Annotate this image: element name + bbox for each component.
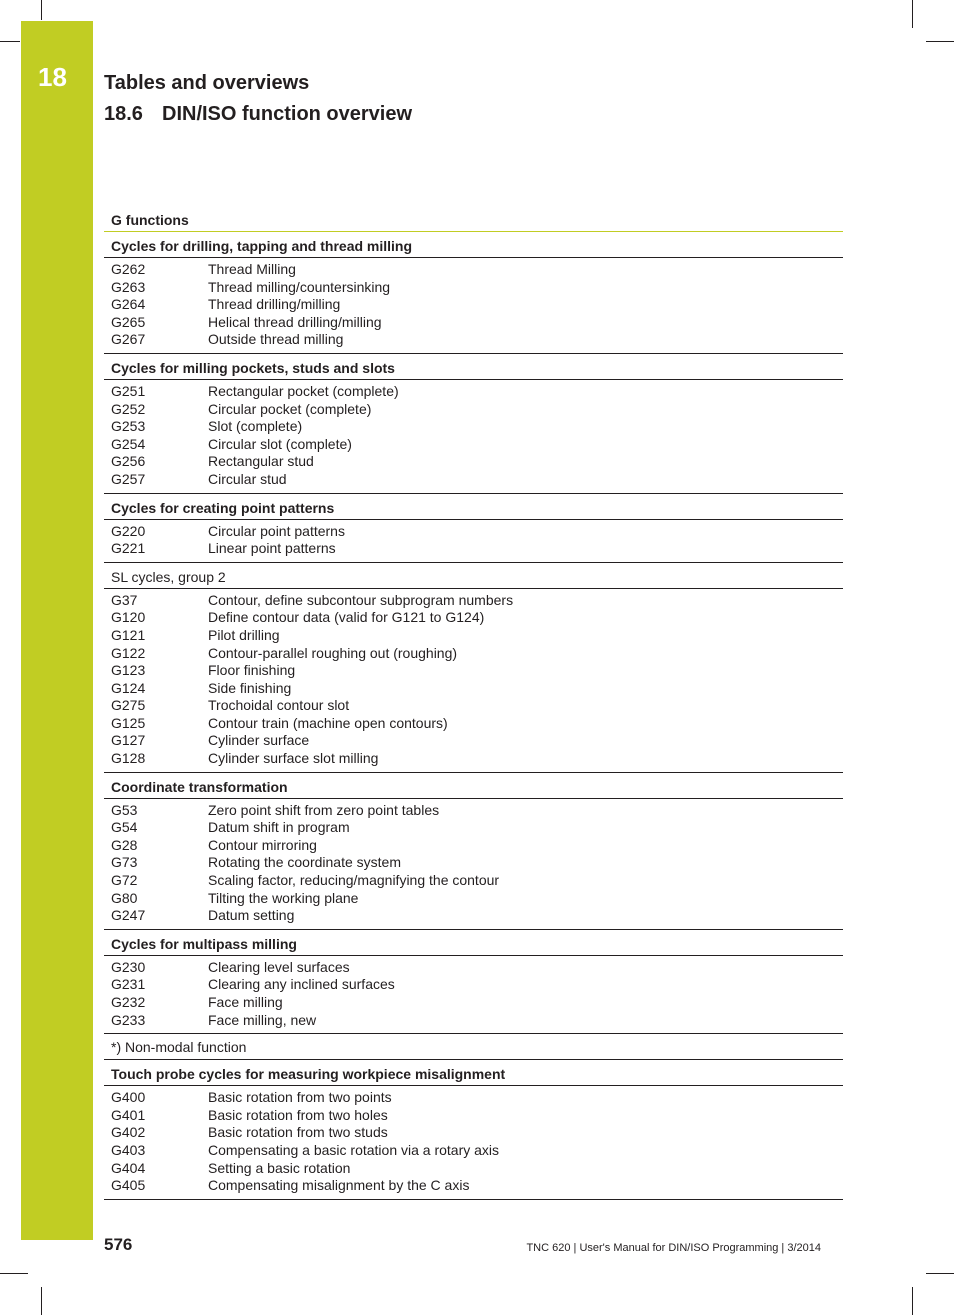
table-row xyxy=(104,890,843,908)
g-code: G265 xyxy=(111,313,146,330)
section-rows xyxy=(104,380,843,494)
g-code: G263 xyxy=(111,278,146,295)
g-code-description: Zero point shift from zero point tables xyxy=(208,801,440,818)
g-code-description: Rectangular stud xyxy=(208,453,314,470)
g-code-description: Outside thread milling xyxy=(208,331,344,348)
g-code: G221 xyxy=(111,540,146,557)
table-row xyxy=(104,837,843,855)
table-row xyxy=(104,296,843,314)
g-code: G37 xyxy=(111,591,138,608)
g-code-description: Cylinder surface xyxy=(208,732,310,749)
g-code: G54 xyxy=(111,819,138,836)
g-code: G127 xyxy=(111,732,146,749)
table-row xyxy=(104,471,843,489)
crop-mark xyxy=(926,1273,954,1274)
table-row xyxy=(104,418,843,436)
crop-mark xyxy=(0,41,20,42)
section-heading: Touch probe cycles for measuring workpiece misalignment xyxy=(104,1060,843,1086)
g-code: G262 xyxy=(111,261,146,277)
table-row xyxy=(104,1089,843,1107)
g-code: G253 xyxy=(111,418,146,435)
g-code-description: Helical thread drilling/milling xyxy=(208,313,382,330)
g-code-description: Cylinder surface slot milling xyxy=(208,750,379,767)
g-code: G251 xyxy=(111,382,146,399)
g-functions-table xyxy=(104,205,843,1200)
g-code: G403 xyxy=(111,1141,146,1158)
section-heading: Cycles for multipass milling xyxy=(104,930,843,956)
g-code: G405 xyxy=(111,1177,146,1194)
table-row xyxy=(104,592,843,610)
table-row xyxy=(104,279,843,297)
table-row xyxy=(104,523,843,541)
section-heading: Coordinate transformation xyxy=(104,773,843,799)
g-code: G53 xyxy=(111,801,138,818)
section-rows xyxy=(104,1086,843,1200)
g-code-description: Contour-parallel roughing out (roughing) xyxy=(208,644,458,661)
table-row xyxy=(104,609,843,627)
g-code-description: Rotating the coordinate system xyxy=(208,854,401,871)
g-code-description: Define contour data (valid for G121 to G124) xyxy=(208,609,485,626)
g-code-description: Circular pocket (complete) xyxy=(208,400,372,417)
g-code-description: Datum shift in program xyxy=(208,819,350,836)
g-code-description: Contour train (machine open contours) xyxy=(208,714,448,731)
section-rows xyxy=(104,589,843,773)
g-code-description: Thread milling/countersinking xyxy=(208,278,391,295)
g-code: G73 xyxy=(111,854,138,871)
g-code-description: Setting a basic rotation xyxy=(208,1159,351,1176)
table-row xyxy=(104,627,843,645)
table-row xyxy=(104,401,843,419)
g-code-description: Circular slot (complete) xyxy=(208,435,352,452)
table-row xyxy=(104,331,843,349)
section-rows xyxy=(104,956,843,1034)
g-code-description: Contour, define subcontour subprogram numbers xyxy=(208,591,514,608)
g-code-description: Trochoidal contour slot xyxy=(208,697,350,714)
g-code: G257 xyxy=(111,470,146,487)
footer-text: TNC 620 | User's Manual for DIN/ISO Programming | 3/2014 xyxy=(526,1242,821,1254)
g-code: G28 xyxy=(111,836,138,853)
g-code: G275 xyxy=(111,697,146,714)
g-code-description: Linear point patterns xyxy=(208,540,336,557)
table-row xyxy=(104,872,843,890)
table-row xyxy=(104,854,843,872)
g-code-description: Circular point patterns xyxy=(208,522,345,539)
g-code: G122 xyxy=(111,644,146,661)
g-code-description: Circular stud xyxy=(208,470,287,487)
g-code-description: Slot (complete) xyxy=(208,418,303,435)
g-code: G121 xyxy=(111,626,146,643)
g-code-description: Clearing any inclined surfaces xyxy=(208,976,395,993)
table-row xyxy=(104,994,843,1012)
crop-mark xyxy=(41,0,42,20)
section-rows xyxy=(104,520,843,563)
g-code-description: Face milling, new xyxy=(208,1011,317,1028)
table-row xyxy=(104,1124,843,1142)
g-code-description: Face milling xyxy=(208,994,283,1010)
table-row xyxy=(104,680,843,698)
section-heading: Cycles for creating point patterns xyxy=(104,494,843,520)
table-row xyxy=(104,750,843,768)
table-row xyxy=(104,453,843,471)
section-heading: Cycles for drilling, tapping and thread milling xyxy=(104,232,843,258)
g-code: G247 xyxy=(111,907,146,924)
section-title xyxy=(104,103,412,126)
table-row xyxy=(104,1107,843,1125)
section-number: 18.6 xyxy=(104,103,143,125)
crop-mark xyxy=(912,1287,913,1315)
g-code-description: Compensating a basic rotation via a rotary axis xyxy=(208,1141,500,1158)
g-code-description: Thread Milling xyxy=(208,261,296,277)
chapter-sidebar xyxy=(21,21,93,1240)
g-code-description: Side finishing xyxy=(208,679,292,696)
g-code: G400 xyxy=(111,1089,146,1106)
g-code: G233 xyxy=(111,1011,146,1028)
crop-mark xyxy=(926,41,954,42)
crop-mark xyxy=(0,1273,28,1274)
table-title: G functions xyxy=(104,205,843,232)
table-row xyxy=(104,1160,843,1178)
g-code-description: Thread drilling/milling xyxy=(208,296,341,313)
g-code-description: Floor finishing xyxy=(208,662,296,679)
g-code: G264 xyxy=(111,296,146,313)
g-code-description: Datum setting xyxy=(208,907,295,924)
section-rows xyxy=(104,799,843,930)
table-row xyxy=(104,383,843,401)
section-heading: Cycles for milling pockets, studs and slots xyxy=(104,354,843,380)
g-code: G402 xyxy=(111,1124,146,1141)
g-code: G401 xyxy=(111,1106,146,1123)
g-code: G220 xyxy=(111,522,146,539)
table-row xyxy=(104,715,843,733)
g-code: G125 xyxy=(111,714,146,731)
table-row xyxy=(104,819,843,837)
section-title-text: DIN/ISO function overview xyxy=(162,103,413,125)
g-code-description: Compensating misalignment by the C axis xyxy=(208,1177,470,1194)
g-code: G232 xyxy=(111,994,146,1010)
table-row xyxy=(104,802,843,820)
g-code: G256 xyxy=(111,453,146,470)
g-code: G128 xyxy=(111,750,146,767)
g-code: G230 xyxy=(111,958,146,975)
crop-mark xyxy=(41,1287,42,1315)
g-code-description: Basic rotation from two holes xyxy=(208,1106,388,1123)
table-row xyxy=(104,697,843,715)
table-row xyxy=(104,540,843,558)
table-row xyxy=(104,1142,843,1160)
chapter-number: 18 xyxy=(38,62,67,92)
g-code: G123 xyxy=(111,662,146,679)
section-rows xyxy=(104,258,843,354)
table-note: *) Non-modal function xyxy=(104,1034,843,1060)
g-code-description: Clearing level surfaces xyxy=(208,958,350,975)
table-row xyxy=(104,261,843,279)
g-code-description: Contour mirroring xyxy=(208,836,317,853)
g-code-description: Scaling factor, reducing/magnifying the contour xyxy=(208,872,500,889)
g-code: G231 xyxy=(111,976,146,993)
g-code-description: Tilting the working plane xyxy=(208,889,359,906)
page-number: 576 xyxy=(104,1235,133,1254)
g-code: G252 xyxy=(111,400,146,417)
crop-mark xyxy=(912,0,913,28)
section-heading: SL cycles, group 2 xyxy=(104,563,843,589)
page-title: Tables and overviews xyxy=(104,72,310,94)
g-code-description: Pilot drilling xyxy=(208,626,280,643)
table-row xyxy=(104,436,843,454)
g-code: G120 xyxy=(111,609,146,626)
g-code-description: Basic rotation from two points xyxy=(208,1089,392,1106)
table-row xyxy=(104,976,843,994)
g-code: G254 xyxy=(111,435,146,452)
table-row xyxy=(104,645,843,663)
table-row xyxy=(104,907,843,925)
g-code: G72 xyxy=(111,872,138,889)
table-sections xyxy=(104,232,843,1200)
table-row xyxy=(104,314,843,332)
g-code: G404 xyxy=(111,1159,146,1176)
g-code: G124 xyxy=(111,679,146,696)
g-code: G267 xyxy=(111,331,146,348)
table-row xyxy=(104,662,843,680)
table-row xyxy=(104,1012,843,1030)
table-row xyxy=(104,732,843,750)
table-row xyxy=(104,1177,843,1195)
g-code-description: Rectangular pocket (complete) xyxy=(208,382,399,399)
table-row xyxy=(104,959,843,977)
g-code: G80 xyxy=(111,889,138,906)
g-code-description: Basic rotation from two studs xyxy=(208,1124,388,1141)
